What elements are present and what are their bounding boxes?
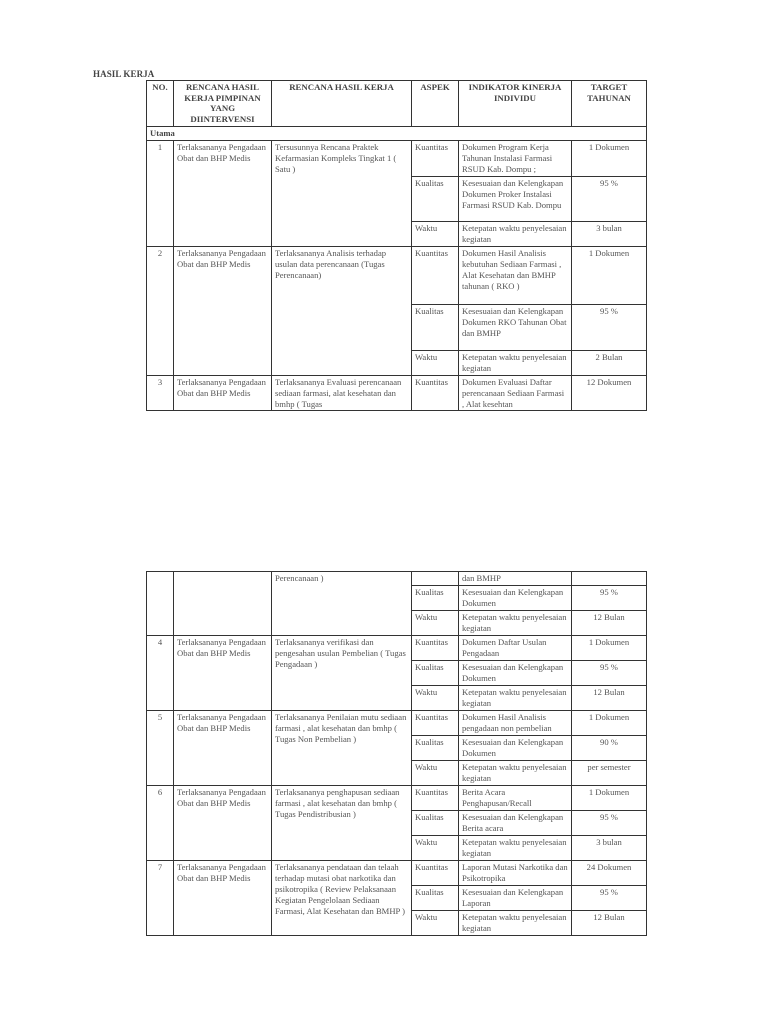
target-cell: 12 Dokumen	[572, 376, 647, 411]
indikator-cell: Kesesuaian dan Kelengkapan Dokumen Proker Instalasi Farmasi RSUD Kab. Dompu	[459, 177, 572, 222]
rhk-pimpinan-cell: Terlaksananya Pengadaan Obat dan BHP Medis	[174, 141, 272, 247]
rhk-cell: Terlaksananya penghapusan sediaan farmasi , alat kesehatan dan bmhp ( Tugas Pendistribusian )	[272, 786, 412, 861]
target-cell: 12 Bulan	[572, 686, 647, 711]
indikator-cell: Kesesuaian dan Kelengkapan Dokumen	[459, 586, 572, 611]
aspek-cell: Waktu	[412, 836, 459, 861]
header-rhk: RENCANA HASIL KERJA	[272, 81, 412, 127]
aspek-cell: Kuantitas	[412, 376, 459, 411]
indikator-cell: Kesesuaian dan Kelengkapan Dokumen RKO Tahunan Obat dan BMHP	[459, 305, 572, 351]
aspek-cell: Kualitas	[412, 305, 459, 351]
target-cell: 95 %	[572, 811, 647, 836]
target-cell: 95 %	[572, 886, 647, 911]
indikator-cell: Laporan Mutasi Narkotika dan Psikotropika	[459, 861, 572, 886]
indikator-cell: Berita Acara Penghapusan/Recall	[459, 786, 572, 811]
aspek-cell	[412, 572, 459, 586]
indikator-cell: Dokumen Hasil Analisis pengadaan non pembelian	[459, 711, 572, 736]
indikator-cell: Dokumen Evaluasi Daftar perencanaan Sediaan Farmasi , Alat kesehtan	[459, 376, 572, 411]
target-cell: 24 Dokumen	[572, 861, 647, 886]
row-number: 7	[147, 861, 174, 936]
aspek-cell: Waktu	[412, 686, 459, 711]
indikator-cell: Ketepatan waktu penyelesaian kegiatan	[459, 611, 572, 636]
target-cell: 95 %	[572, 305, 647, 351]
target-cell	[572, 572, 647, 586]
indikator-cell: dan BMHP	[459, 572, 572, 586]
rhk-cell: Terlaksananya verifikasi dan pengesahan usulan Pembelian ( Tugas Pengadaan )	[272, 636, 412, 711]
row-number: 3	[147, 376, 174, 411]
aspek-cell: Kualitas	[412, 661, 459, 686]
target-cell: 3 bulan	[572, 222, 647, 247]
aspek-cell: Kuantitas	[412, 141, 459, 177]
target-cell: 95 %	[572, 661, 647, 686]
table-row	[147, 247, 647, 305]
section-label: Utama	[147, 127, 647, 141]
results-table-page-1	[146, 80, 647, 411]
aspek-cell: Kualitas	[412, 177, 459, 222]
target-cell: 95 %	[572, 586, 647, 611]
rhk-cell: Tersusunnya Rencana Praktek Kefarmasian Kompleks Tingkat 1 ( Satu )	[272, 141, 412, 247]
target-cell: 12 Bulan	[572, 611, 647, 636]
header-no: NO.	[147, 81, 174, 127]
header-target: TARGET TAHUNAN	[572, 81, 647, 127]
aspek-cell: Kuantitas	[412, 861, 459, 886]
rhk-cell: Terlaksananya Evaluasi perencanaan sediaan farmasi, alat kesehatan dan bmhp ( Tugas	[272, 376, 412, 411]
target-cell: per semester	[572, 761, 647, 786]
indikator-cell: Dokumen Hasil Analisis kebutuhan Sediaan Farmasi , Alat Kesehatan dan BMHP tahunan ( RKO )	[459, 247, 572, 305]
indikator-cell: Kesesuaian dan Kelengkapan Dokumen	[459, 736, 572, 761]
indikator-cell: Kesesuaian dan Kelengkapan Berita acara	[459, 811, 572, 836]
row-number: 1	[147, 141, 174, 247]
target-cell: 1 Dokumen	[572, 636, 647, 661]
aspek-cell: Waktu	[412, 222, 459, 247]
indikator-cell: Ketepatan waktu penyelesaian kegiatan	[459, 351, 572, 376]
row-number: 5	[147, 711, 174, 786]
rhk-pimpinan-cell: Terlaksananya Pengadaan Obat dan BHP Medis	[174, 786, 272, 861]
table-row	[147, 141, 647, 177]
aspek-cell: Waktu	[412, 611, 459, 636]
table-row	[147, 636, 647, 661]
target-cell: 1 Dokumen	[572, 786, 647, 811]
page-title: HASIL KERJA	[93, 69, 155, 79]
rhk-cell: Terlaksananya pendataan dan telaah terhadap mutasi obat narkotika dan psikotropika ( Review Pelaksanaan Kegiatan Pengelolaan Sediaan Farmasi, Alat Kesehatan dan BMHP )	[272, 861, 412, 936]
table-row	[147, 376, 647, 411]
rhk-cell: Terlaksananya Analisis terhadap usulan data perencanaan (Tugas Perencanaan)	[272, 247, 412, 376]
table-row	[147, 786, 647, 811]
results-table-page-2	[146, 571, 647, 936]
indikator-cell: Ketepatan waktu penyelesaian kegiatan	[459, 911, 572, 936]
section-row	[147, 127, 647, 141]
indikator-cell: Kesesuaian dan Kelengkapan Dokumen	[459, 661, 572, 686]
aspek-cell: Kualitas	[412, 886, 459, 911]
target-cell: 1 Dokumen	[572, 141, 647, 177]
table-header-row	[147, 81, 647, 127]
aspek-cell: Kuantitas	[412, 786, 459, 811]
row-number	[147, 572, 174, 636]
indikator-cell: Ketepatan waktu penyelesaian kegiatan	[459, 836, 572, 861]
aspek-cell: Waktu	[412, 911, 459, 936]
header-aspek: ASPEK	[412, 81, 459, 127]
target-cell: 1 Dokumen	[572, 247, 647, 305]
aspek-cell: Waktu	[412, 761, 459, 786]
rhk-pimpinan-cell: Terlaksananya Pengadaan Obat dan BHP Medis	[174, 711, 272, 786]
indikator-cell: Ketepatan waktu penyelesaian kegiatan	[459, 686, 572, 711]
indikator-cell: Dokumen Program Kerja Tahunan Instalasi Farmasi RSUD Kab. Dompu ;	[459, 141, 572, 177]
row-number: 6	[147, 786, 174, 861]
table-row	[147, 861, 647, 886]
rhk-cell: Perencanaan )	[272, 572, 412, 636]
aspek-cell: Kuantitas	[412, 711, 459, 736]
target-cell: 90 %	[572, 736, 647, 761]
aspek-cell: Kualitas	[412, 586, 459, 611]
indikator-cell: Dokumen Daftar Usulan Pengadaan	[459, 636, 572, 661]
target-cell: 3 bulan	[572, 836, 647, 861]
header-indikator: INDIKATOR KINERJA INDIVIDU	[459, 81, 572, 127]
aspek-cell: Kuantitas	[412, 247, 459, 305]
indikator-cell: Kesesuaian dan Kelengkapan Laporan	[459, 886, 572, 911]
aspek-cell: Waktu	[412, 351, 459, 376]
rhk-pimpinan-cell: Terlaksananya Pengadaan Obat dan BHP Medis	[174, 636, 272, 711]
aspek-cell: Kualitas	[412, 811, 459, 836]
rhk-pimpinan-cell: Terlaksananya Pengadaan Obat dan BHP Medis	[174, 376, 272, 411]
row-number: 2	[147, 247, 174, 376]
rhk-pimpinan-cell: Terlaksananya Pengadaan Obat dan BHP Medis	[174, 247, 272, 376]
indikator-cell: Ketepatan waktu penyelesaian kegiatan	[459, 222, 572, 247]
target-cell: 1 Dokumen	[572, 711, 647, 736]
target-cell: 95 %	[572, 177, 647, 222]
target-cell: 12 Bulan	[572, 911, 647, 936]
aspek-cell: Kualitas	[412, 736, 459, 761]
indikator-cell: Ketepatan waktu penyelesaian kegiatan	[459, 761, 572, 786]
header-rhk-pimpinan: RENCANA HASIL KERJA PIMPINAN YANG DIINTERVENSI	[174, 81, 272, 127]
rhk-cell: Terlaksananya Penilaian mutu sediaan farmasi , alat kesehatan dan bmhp ( Tugas Non Pembelian )	[272, 711, 412, 786]
target-cell: 2 Bulan	[572, 351, 647, 376]
table-row	[147, 572, 647, 586]
table-row	[147, 711, 647, 736]
aspek-cell: Kuantitas	[412, 636, 459, 661]
rhk-pimpinan-cell: Terlaksananya Pengadaan Obat dan BHP Medis	[174, 861, 272, 936]
row-number: 4	[147, 636, 174, 711]
rhk-pimpinan-cell	[174, 572, 272, 636]
